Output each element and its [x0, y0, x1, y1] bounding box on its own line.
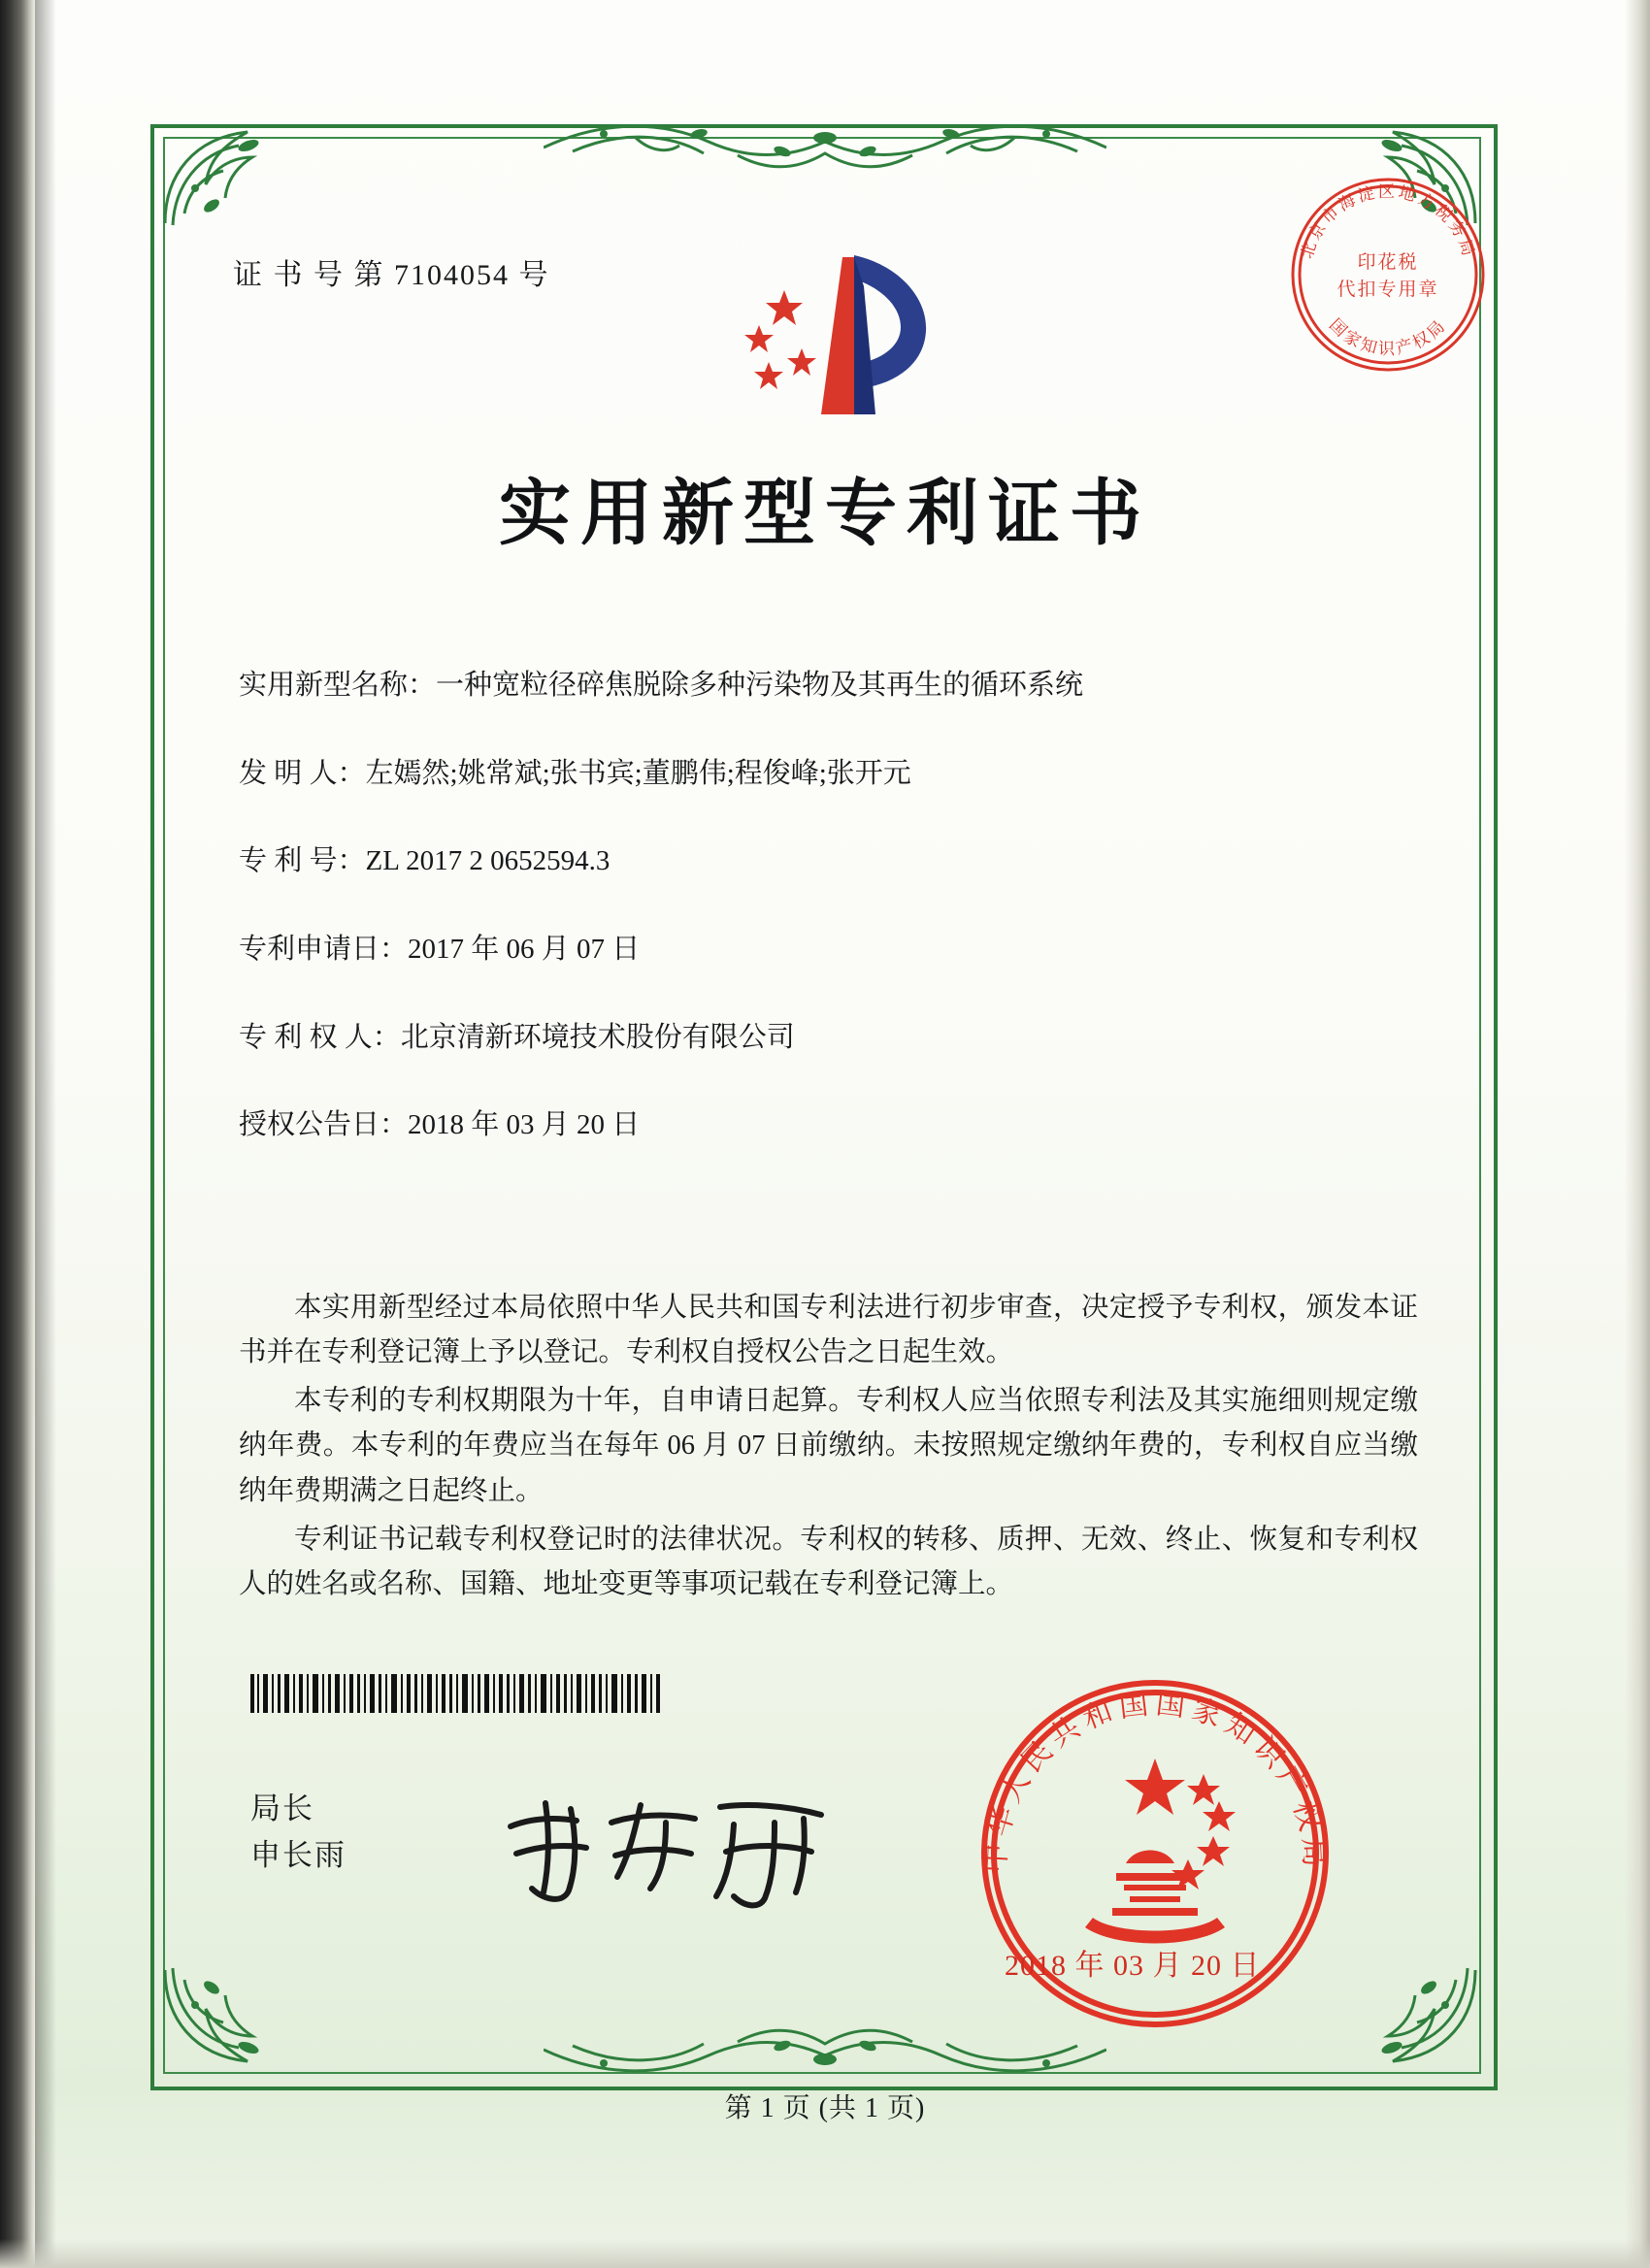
field-value: 2017 年 06 月 07 日	[408, 934, 641, 966]
director-signature	[495, 1784, 844, 1910]
field-row-patent-number	[239, 843, 1423, 880]
corner-ornament-icon	[1339, 1960, 1485, 2077]
svg-text:国家知识产权局: 国家知识产权局	[1325, 314, 1451, 358]
scan-right-edge	[1625, 0, 1650, 2268]
legal-paragraph: 本实用新型经过本局依照中华人民共和国专利法进行初步审查，决定授予专利权，颁发本证书并在专利登记簿上予以登记。专利权自授权公告之日起生效。	[239, 1293, 1418, 1368]
tax-stamp	[1286, 173, 1490, 377]
field-label: 专 利 号：	[239, 845, 366, 877]
field-list	[239, 668, 1423, 1196]
field-label: 专 利 权 人：	[239, 1021, 401, 1053]
scan-binding-edge	[0, 0, 35, 2268]
field-row-grant-announcement-date	[239, 1107, 1423, 1144]
barcode	[250, 1674, 668, 1713]
svg-text:代扣专用章: 代扣专用章	[1336, 279, 1439, 300]
field-value: 一种宽粒径碎焦脱除多种污染物及其再生的循环系统	[436, 670, 1084, 701]
field-row-utility-model-name	[239, 668, 1423, 705]
stamp-date: 2018 年 03 月 20 日	[1005, 1950, 1261, 1982]
director-block	[250, 1786, 346, 1879]
field-label: 授权公告日：	[239, 1109, 409, 1141]
certificate-number: 证 书 号 第 7104054 号	[233, 259, 550, 291]
svg-text:中华人民共和国国家知识产权局: 中华人民共和国国家知识产权局	[979, 1688, 1331, 1874]
director-name: 申长雨	[250, 1838, 346, 1873]
field-value: 2018 年 03 月 20 日	[408, 1109, 641, 1141]
field-row-patentee	[239, 1020, 1423, 1057]
field-value: ZL 2017 2 0652594.3	[365, 845, 610, 877]
field-label: 专利申请日：	[239, 934, 409, 966]
corner-ornament-icon	[155, 116, 301, 233]
corner-ornament-icon	[155, 1960, 301, 2077]
field-label: 实用新型名称：	[239, 670, 437, 701]
legal-body-text	[239, 1286, 1418, 1611]
legal-paragraph: 本专利的专利权期限为十年，自申请日起算。专利权人应当依照专利法及其实施细则规定缴纳年费。本专利的年费应当在每年 06 月 07 日前缴纳。未按照规定缴纳年费的，专利权自应当缴纳年费期满之日起终止。	[239, 1386, 1418, 1506]
scan-binding-shadow	[35, 0, 56, 2268]
field-row-inventors	[239, 756, 1423, 793]
legal-paragraph: 专利证书记载专利权登记时的法律状况。专利权的转移、质押、无效、终止、恢复和专利权人的姓名或名称、国籍、地址变更等事项记载在专利登记簿上。	[239, 1524, 1418, 1599]
field-label: 发 明 人：	[239, 757, 366, 789]
sipo-logo-icon	[709, 247, 961, 422]
page-footer: 第 1 页 (共 1 页)	[724, 2093, 926, 2123]
field-row-application-date	[239, 932, 1423, 969]
director-label: 局长	[250, 1791, 314, 1825]
scan-bottom-edge	[0, 2239, 1650, 2268]
field-value: 左嫣然;姚常斌;张书宾;董鹏伟;程俊峰;张开元	[365, 757, 911, 789]
svg-text:北京市海淀区地方税务局: 北京市海淀区地方税务局	[1297, 182, 1479, 261]
top-scroll-ornament-icon	[544, 109, 1106, 192]
field-value: 北京清新环境技术股份有限公司	[400, 1021, 795, 1053]
svg-text:印花税: 印花税	[1357, 252, 1419, 273]
page-title: 实用新型专利证书	[499, 472, 1151, 555]
